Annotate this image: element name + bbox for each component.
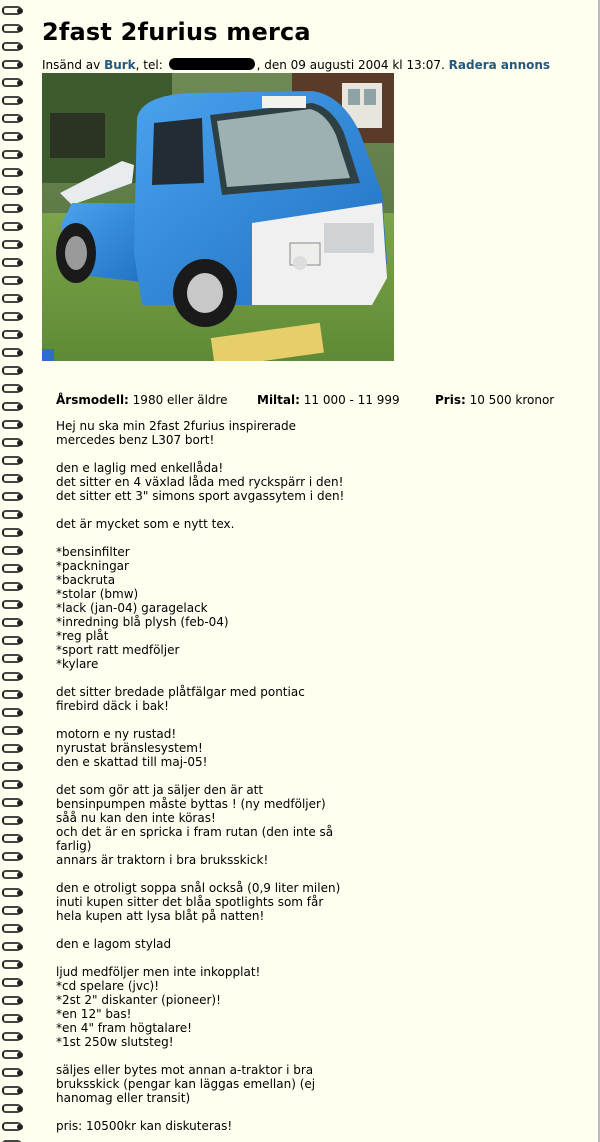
binding-ring — [2, 636, 24, 645]
binding-ring — [2, 546, 24, 555]
binding-ring — [2, 834, 24, 843]
binding-ring — [2, 204, 24, 213]
binding-ring — [2, 906, 24, 915]
binding-ring — [2, 1104, 24, 1113]
binding-ring — [2, 78, 24, 87]
binding-ring — [2, 186, 24, 195]
meta-tel: , tel: — [135, 58, 167, 72]
binding-ring — [2, 294, 24, 303]
delete-ad-link[interactable]: Radera annons — [448, 58, 551, 72]
binding-ring — [2, 402, 24, 411]
binding-ring — [2, 708, 24, 717]
binding-ring — [2, 114, 24, 123]
binding-ring — [2, 240, 24, 249]
binding-ring — [2, 960, 24, 969]
binding-ring — [2, 510, 24, 519]
ad-description: Hej nu ska min 2fast 2furius inspirerade mercedes benz L307 bort! den e laglig med enkellåda! det sitter en 4 växlad låda med ryckspärr i den! det sitter ett 3" simons sport avgassytem i den! det är mycket som e nytt tex. *bensinfilter *packningar *backruta *stolar (bmw) *lack (jan-04) garagelack *inredning blå plysh (feb-04) *reg plåt *sport ratt medföljer *kylare det sitter bredade plåtfälgar med pontiac firebird däck i bak! motorn e ny rustad! nyrustat bränslesystem! den e skattad till maj-05! det som gör att ja säljer den är att bensinpumpen måste byttas ! (ny medföljer) såå nu kan den inte köras! och det är en spricka i fram rutan (den inte så farlig) annars är traktorn i bra bruksskick! den e otroligt soppa snål också (0,9 liter milen) inuti kupen sitter det blåa spotlights som får hela kupen att lysa blåt på natten! den e lagom stylad ljud medföljer men inte inkopplat! *cd spelare (jvc)! *2st 2" diskanter (pioneer)! *en 12" bas! *en 4" fram högtalare! *1st 250w slutsteg! säljes eller bytes mot annan a-traktor i bra bruksskick (pengar kan läggas emellan) (ej hanomag eller transit) pris: 10500kr kan diskuteras! — [56, 419, 345, 1133]
binding-ring — [2, 564, 24, 573]
binding-ring — [2, 816, 24, 825]
binding-ring — [2, 1014, 24, 1023]
binding-ring — [2, 996, 24, 1005]
binding-ring — [2, 420, 24, 429]
spiral-binding-icon — [0, 0, 26, 1142]
binding-ring — [2, 726, 24, 735]
binding-ring — [2, 150, 24, 159]
binding-ring — [2, 978, 24, 987]
spec-year-label: Årsmodell: — [56, 393, 129, 407]
binding-ring — [2, 132, 24, 141]
binding-ring — [2, 798, 24, 807]
binding-ring — [2, 654, 24, 663]
binding-ring — [2, 528, 24, 537]
binding-ring — [2, 258, 24, 267]
binding-ring — [2, 312, 24, 321]
binding-ring — [2, 1050, 24, 1059]
binding-ring — [2, 474, 24, 483]
binding-ring — [2, 744, 24, 753]
meta-date: , den 09 augusti 2004 kl 13:07. — [256, 58, 449, 72]
binding-ring — [2, 690, 24, 699]
ad-title: 2fast 2furius merca — [42, 18, 311, 46]
binding-ring — [2, 600, 24, 609]
spec-mileage-label: Miltal: — [257, 393, 300, 407]
binding-ring — [2, 366, 24, 375]
binding-ring — [2, 492, 24, 501]
truck-photo — [42, 73, 394, 361]
binding-ring — [2, 1122, 24, 1131]
binding-ring — [2, 888, 24, 897]
binding-ring — [2, 456, 24, 465]
ad-content — [42, 0, 592, 1133]
binding-ring — [2, 42, 24, 51]
redacted-phone — [169, 58, 255, 70]
binding-ring — [2, 438, 24, 447]
binding-ring — [2, 96, 24, 105]
spec-mileage-value: 11 000 - 11 999 — [299, 393, 400, 407]
binding-ring — [2, 348, 24, 357]
spec-year — [56, 393, 257, 407]
binding-ring — [2, 924, 24, 933]
meta-prefix: Insänd av — [42, 58, 105, 72]
binding-ring — [2, 618, 24, 627]
binding-ring — [2, 24, 24, 33]
specs-row — [56, 393, 596, 407]
binding-ring — [2, 276, 24, 285]
binding-ring — [2, 672, 24, 681]
binding-ring — [2, 870, 24, 879]
binding-ring — [2, 762, 24, 771]
spec-price-value: 10 500 kronor — [465, 393, 555, 407]
author-link[interactable]: Burk — [104, 58, 136, 72]
binding-ring — [2, 1032, 24, 1041]
binding-ring — [2, 330, 24, 339]
binding-ring — [2, 1068, 24, 1077]
binding-ring — [2, 780, 24, 789]
spec-mileage — [257, 393, 435, 407]
binding-ring — [2, 942, 24, 951]
spec-price-label: Pris: — [435, 393, 466, 407]
binding-ring — [2, 222, 24, 231]
binding-ring — [2, 60, 24, 69]
binding-ring — [2, 1086, 24, 1095]
binding-ring — [2, 582, 24, 591]
spec-price — [435, 393, 554, 407]
binding-ring — [2, 6, 24, 15]
binding-ring — [2, 852, 24, 861]
binding-ring — [2, 384, 24, 393]
binding-ring — [2, 168, 24, 177]
spec-year-value: 1980 eller äldre — [128, 393, 228, 407]
ad-meta — [42, 57, 592, 73]
